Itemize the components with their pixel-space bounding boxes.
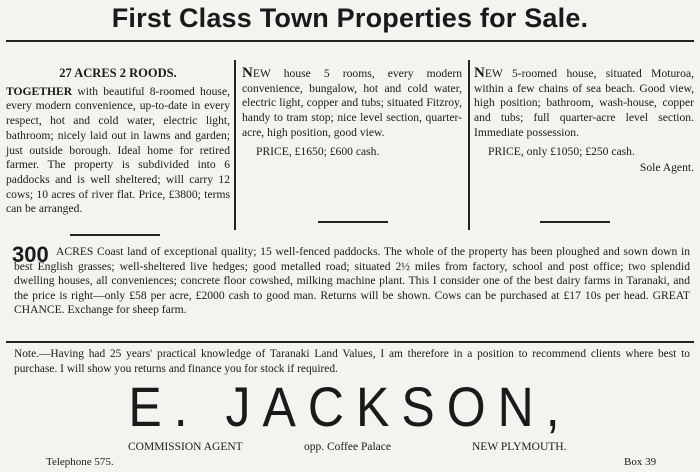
- listing-body: [474, 66, 694, 141]
- agent-telephone: Telephone 575.: [46, 456, 114, 468]
- dropcap: N: [242, 65, 253, 81]
- agent-town: NEW PLYMOUTH.: [472, 441, 567, 453]
- listing-fitzroy: [242, 66, 462, 159]
- listing-text: with beautiful 8-roomed house, every modern convenience, up-to-date in every respect, hot and cold water, electric light, bathroom; nicely laid out in lawns and garden; just outside borough. Ideal home for retired farmer. The property is subdivided into 6 paddocks and is well sheltered; will carry 12 cows; 10 acres of river flat. Price, £3800; terms can be arranged.: [6, 84, 230, 216]
- dropcap: N: [474, 65, 485, 81]
- listing-lead: TOGETHER: [6, 84, 73, 98]
- headline: First Class Town Properties for Sale.: [111, 3, 589, 33]
- listing-body: [6, 85, 230, 217]
- listing-price: PRICE, only £1050; £250 cash.: [488, 144, 635, 158]
- listing-300-acres: [12, 242, 690, 318]
- listing-text: EW 5-roomed house, situated Moturoa, within a few chains of sea beach. Good view, high position; bathroom, wash-house, copper and tubs; full quarter-acre level section. Immediate possession.: [474, 67, 694, 139]
- short-rule-3: [540, 221, 610, 223]
- top-rule: [6, 40, 694, 42]
- short-rule-2: [318, 221, 388, 223]
- listing-price: PRICE, £1650; £600 cash.: [256, 144, 380, 158]
- agent-name: E. JACKSON,: [128, 375, 572, 439]
- agent-box: Box 39: [624, 456, 657, 468]
- listing-body: [242, 66, 462, 141]
- listing-moturoa: [474, 66, 694, 176]
- acres-number: 300: [12, 242, 49, 267]
- listing-text: EW house 5 rooms, every modern convenience, bungalow, hot and cold water, electric light, copper and tubs; situated Fitzroy, handy to tram stop; nice level section, quarter-acre, high position, good view.: [242, 67, 462, 139]
- agent-address: opp. Coffee Palace: [304, 441, 391, 453]
- note-paragraph: Note.—Having had 25 years' practical knowledge of Taranaki Land Values, I am therefore in a position to recommend clients where best to purchase. I will show you returns and finance you for stock if required.: [14, 348, 690, 375]
- column-divider-1: [234, 60, 236, 230]
- listing-27-acres: [6, 66, 230, 217]
- column-divider-2: [468, 60, 470, 230]
- short-rule-1: [70, 234, 160, 236]
- agent-title: COMMISSION AGENT: [128, 441, 243, 453]
- listing-heading: 27 ACRES 2 ROODS.: [59, 66, 177, 80]
- listing-text: ACRES Coast land of exceptional quality; 15 well-fenced paddocks. The whole of the property has been ploughed and sown down in best English grasses; well-sheltered live hedges; good metalled road; situated 2½ miles from factory, school and post office; two splendid dwelling houses, all conveniences; concrete floor cowshed, milking machine plant. This I consider one of the best dairy farms in Taranaki, and the price is right—only £58 per acre, £2000 cash to good man. Returns will be shown. Cows can be purchased at £17 10s per head. GREAT CHANCE. Exchange for sheep farm.: [14, 245, 690, 317]
- sole-agent: Sole Agent.: [639, 161, 694, 175]
- note-rule: [6, 341, 694, 343]
